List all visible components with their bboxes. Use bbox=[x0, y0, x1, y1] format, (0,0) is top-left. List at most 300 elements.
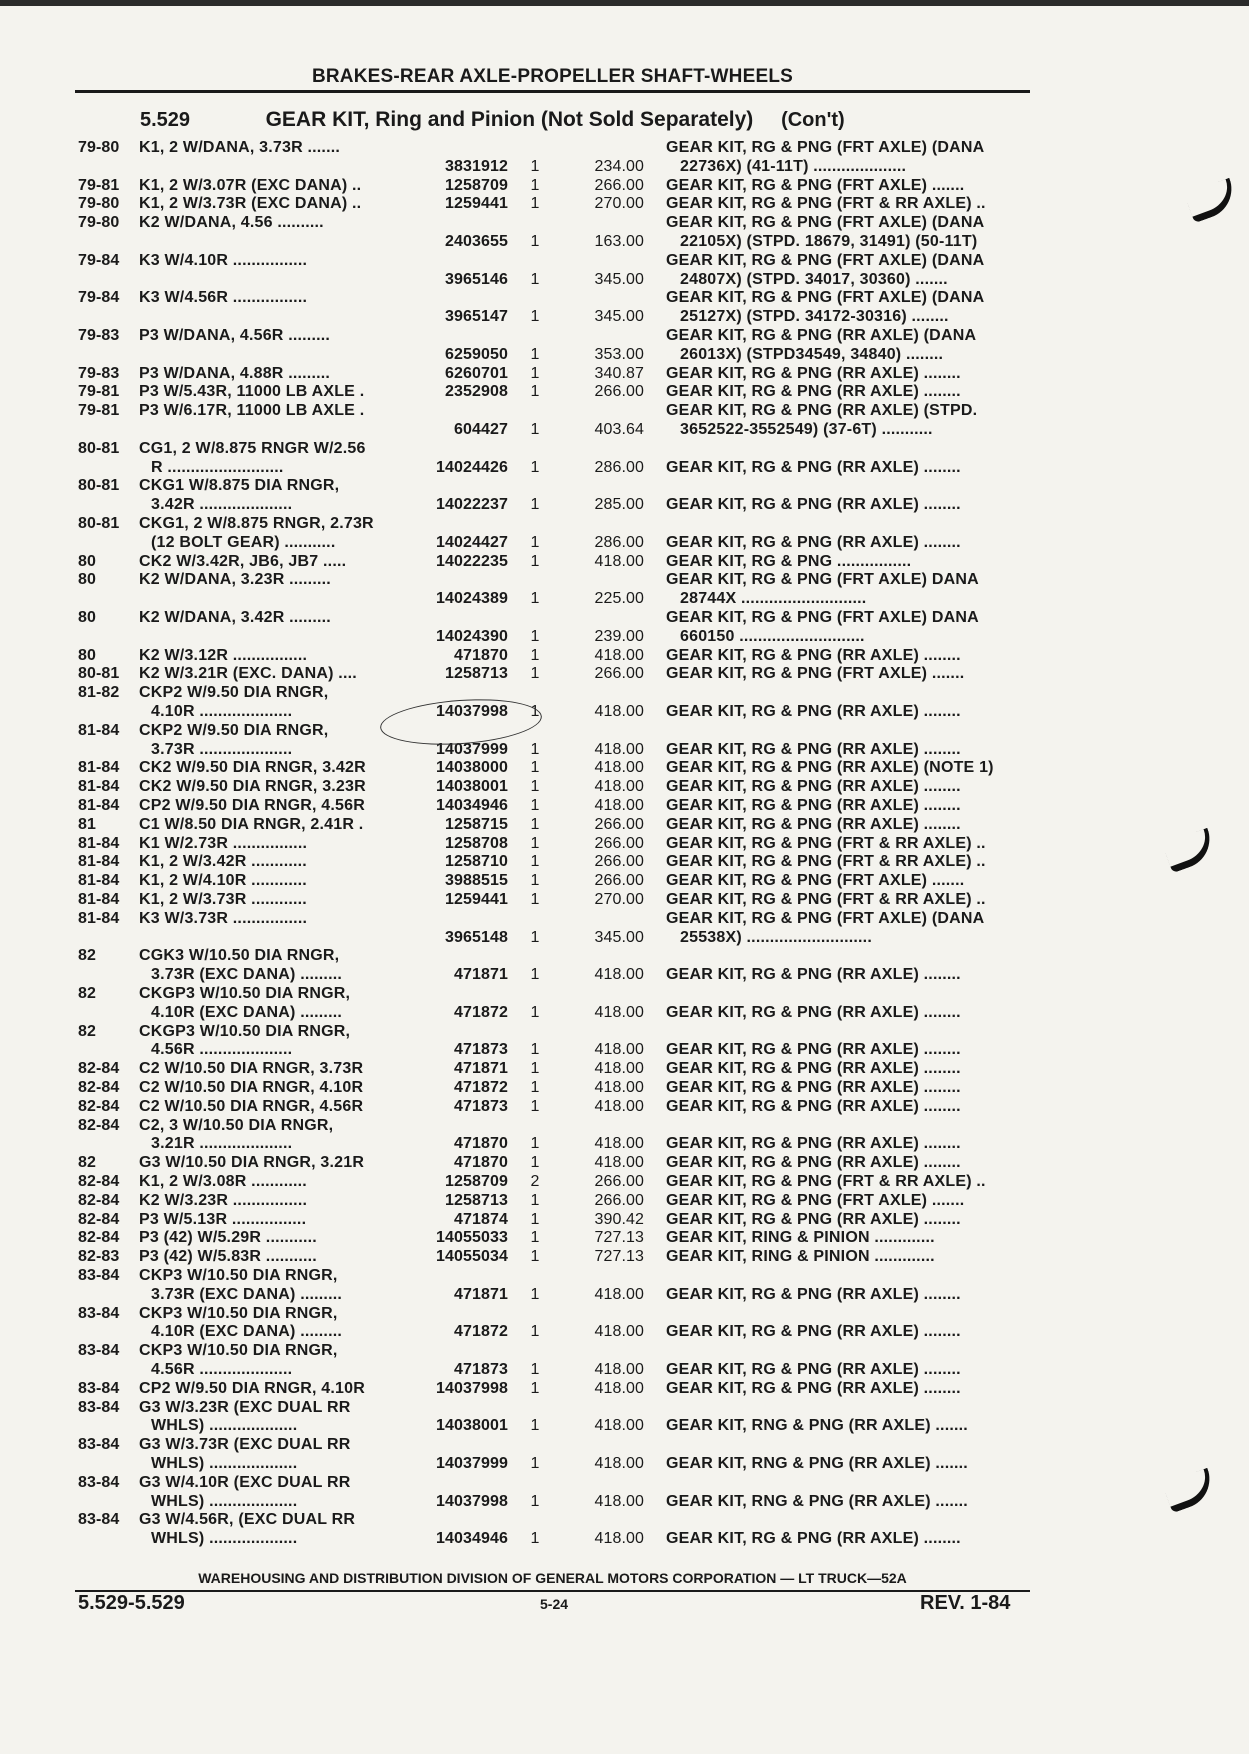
row-nomenclature: 28744X ........................... bbox=[680, 590, 867, 608]
row-year: 82-83 bbox=[78, 1248, 120, 1266]
row-year: 81-84 bbox=[78, 797, 120, 814]
row-description: WHLS) ................... bbox=[151, 1417, 298, 1435]
row-year: 79-81 bbox=[78, 176, 120, 194]
row-quantity: 1 bbox=[530, 1455, 540, 1472]
row-year: 83-84 bbox=[78, 1379, 120, 1397]
row-quantity: 1 bbox=[530, 834, 540, 852]
row-nomenclature: GEAR KIT, RG & PNG (FRT AXLE) (DANA bbox=[666, 251, 985, 269]
row-nomenclature: GEAR KIT, RG & PNG (RR AXLE) ........ bbox=[666, 1154, 961, 1172]
row-description: 3.73R .................... bbox=[151, 740, 293, 758]
row-price: 418.00 bbox=[594, 552, 644, 570]
row-nomenclature: 22105X) (STPD. 18679, 31491) (50-11T) bbox=[680, 233, 978, 250]
row-price: 266.00 bbox=[594, 853, 644, 871]
row-part-number: 14037998 bbox=[436, 703, 508, 720]
row-year: 80-81 bbox=[78, 439, 120, 457]
row-quantity: 1 bbox=[530, 1417, 540, 1435]
row-description: K3 W/4.10R ................ bbox=[139, 251, 308, 269]
row-nomenclature: GEAR KIT, RG & PNG (RR AXLE) ........ bbox=[666, 1530, 961, 1548]
row-description: CKGP3 W/10.50 DIA RNGR, bbox=[139, 985, 351, 1002]
row-nomenclature: GEAR KIT, RG & PNG (RR AXLE) (STPD. bbox=[666, 402, 978, 420]
row-description: CKP2 W/9.50 DIA RNGR, bbox=[139, 721, 329, 739]
row-year: 79-81 bbox=[78, 402, 120, 420]
row-nomenclature: GEAR KIT, RG & PNG (RR AXLE) ........ bbox=[666, 703, 961, 720]
row-description: 4.56R .................... bbox=[151, 1361, 293, 1378]
row-nomenclature: GEAR KIT, RG & PNG (FRT AXLE) ....... bbox=[666, 176, 965, 194]
row-part-number: 471870 bbox=[454, 1135, 508, 1153]
row-nomenclature: GEAR KIT, RNG & PNG (RR AXLE) ....... bbox=[666, 1455, 968, 1472]
row-description: K1, 2 W/3.42R ............ bbox=[139, 853, 307, 871]
row-part-number: 14024426 bbox=[436, 458, 508, 476]
row-price: 418.00 bbox=[594, 1097, 644, 1115]
row-description: G3 W/4.56R, (EXC DUAL RR bbox=[139, 1511, 356, 1529]
row-price: 418.00 bbox=[594, 1492, 644, 1510]
row-nomenclature: 26013X) (STPD34549, 34840) ........ bbox=[680, 345, 944, 363]
row-price: 418.00 bbox=[594, 646, 644, 664]
row-description: P3 W/5.43R, 11000 LB AXLE . bbox=[139, 383, 365, 401]
row-nomenclature: GEAR KIT, RG & PNG (FRT AXLE) ....... bbox=[666, 872, 965, 890]
row-nomenclature: GEAR KIT, RG & PNG (RR AXLE) ........ bbox=[666, 383, 961, 401]
row-year: 82-84 bbox=[78, 1060, 120, 1078]
row-year: 79-80 bbox=[78, 195, 120, 213]
row-price: 353.00 bbox=[594, 345, 644, 363]
row-description: 3.42R .................... bbox=[151, 496, 293, 514]
row-price: 266.00 bbox=[594, 872, 644, 890]
row-quantity: 1 bbox=[530, 458, 540, 476]
row-nomenclature: GEAR KIT, RNG & PNG (RR AXLE) ....... bbox=[666, 1492, 968, 1510]
row-part-number: 6260701 bbox=[445, 364, 508, 382]
row-quantity: 1 bbox=[530, 157, 540, 175]
row-nomenclature: GEAR KIT, RG & PNG (FRT & RR AXLE) .. bbox=[666, 195, 986, 213]
row-price: 418.00 bbox=[594, 740, 644, 758]
row-quantity: 1 bbox=[530, 646, 540, 664]
row-year: 79-83 bbox=[78, 327, 120, 344]
row-price: 418.00 bbox=[594, 1135, 644, 1153]
page-header: BRAKES-REAR AXLE-PROPELLER SHAFT-WHEELS bbox=[311, 66, 794, 87]
row-price: 286.00 bbox=[594, 533, 644, 551]
row-part-number: 1258708 bbox=[445, 834, 508, 852]
row-description: K1, 2 W/DANA, 3.73R ....... bbox=[139, 139, 341, 156]
row-quantity: 1 bbox=[530, 1248, 540, 1266]
row-price: 418.00 bbox=[594, 1379, 644, 1397]
row-nomenclature: GEAR KIT, RG & PNG (RR AXLE) ........ bbox=[666, 740, 961, 758]
row-year: 81-84 bbox=[78, 872, 120, 890]
row-nomenclature: GEAR KIT, RG & PNG (FRT AXLE) (DANA bbox=[666, 214, 985, 232]
row-quantity: 1 bbox=[530, 1041, 540, 1059]
row-quantity: 1 bbox=[530, 1097, 540, 1115]
row-price: 418.00 bbox=[594, 1455, 644, 1472]
row-part-number: 471873 bbox=[454, 1097, 508, 1115]
row-part-number: 471871 bbox=[454, 966, 508, 984]
row-description: P3 W/DANA, 4.56R ......... bbox=[139, 327, 331, 344]
section-continued: (Con't) bbox=[781, 109, 845, 131]
row-year: 81-84 bbox=[78, 834, 120, 852]
row-nomenclature: GEAR KIT, RG & PNG (RR AXLE) ........ bbox=[666, 1285, 961, 1303]
row-description: CK2 W/9.50 DIA RNGR, 3.23R bbox=[139, 778, 366, 796]
row-description: CK2 W/9.50 DIA RNGR, 3.42R bbox=[139, 759, 366, 777]
row-part-number: 14024427 bbox=[436, 533, 508, 551]
row-year: 80-81 bbox=[78, 515, 120, 532]
row-year: 82 bbox=[78, 947, 96, 965]
row-quantity: 1 bbox=[530, 496, 540, 514]
row-nomenclature: GEAR KIT, RG & PNG (FRT & RR AXLE) .. bbox=[666, 891, 986, 908]
row-description: K2 W/3.12R ................ bbox=[139, 646, 308, 664]
section-name: GEAR KIT, Ring and Pinion (Not Sold Separately) bbox=[265, 108, 754, 131]
row-nomenclature: GEAR KIT, RG & PNG (RR AXLE) ........ bbox=[666, 1323, 961, 1341]
row-price: 285.00 bbox=[594, 496, 644, 514]
row-nomenclature: GEAR KIT, RG & PNG (RR AXLE) ........ bbox=[666, 1060, 961, 1078]
row-part-number: 14034946 bbox=[436, 1530, 508, 1548]
page-number: 5-24 bbox=[540, 1596, 569, 1612]
row-quantity: 1 bbox=[530, 1060, 540, 1078]
row-description: K1, 2 W/3.73R (EXC DANA) .. bbox=[139, 195, 362, 213]
row-part-number: 14022235 bbox=[436, 552, 508, 570]
row-nomenclature: GEAR KIT, RING & PINION ............. bbox=[666, 1248, 935, 1266]
row-year: 83-84 bbox=[78, 1511, 120, 1529]
row-description: K1 W/2.73R ................ bbox=[139, 834, 308, 852]
row-price: 418.00 bbox=[594, 759, 644, 777]
row-nomenclature: GEAR KIT, RG & PNG (FRT & RR AXLE) .. bbox=[666, 853, 986, 871]
row-price: 340.87 bbox=[594, 364, 644, 382]
row-price: 225.00 bbox=[594, 590, 644, 608]
row-price: 418.00 bbox=[594, 1079, 644, 1096]
row-part-number: 2352908 bbox=[445, 383, 508, 401]
row-part-number: 14037999 bbox=[436, 1455, 508, 1472]
row-part-number: 604427 bbox=[454, 421, 508, 438]
row-description: K2 W/DANA, 3.23R ......... bbox=[139, 571, 331, 589]
row-price: 390.42 bbox=[594, 1210, 644, 1228]
row-year: 79-80 bbox=[78, 214, 120, 232]
row-year: 82-84 bbox=[78, 1229, 120, 1247]
row-year: 83-84 bbox=[78, 1342, 120, 1360]
row-part-number: 3965148 bbox=[445, 928, 508, 946]
row-part-number: 1258713 bbox=[445, 1191, 508, 1209]
row-description: WHLS) ................... bbox=[151, 1530, 298, 1548]
row-price: 418.00 bbox=[594, 778, 644, 796]
row-description: K1, 2 W/3.73R ............ bbox=[139, 891, 307, 908]
row-quantity: 1 bbox=[530, 345, 540, 363]
footer-division-text: WAREHOUSING AND DISTRIBUTION DIVISION OF GENERAL MOTORS CORPORATION — LT TRUCK—52A bbox=[194, 1570, 911, 1586]
row-quantity: 1 bbox=[530, 1079, 540, 1096]
row-part-number: 14038001 bbox=[436, 1417, 508, 1435]
row-year: 81-84 bbox=[78, 759, 120, 777]
row-year: 83-84 bbox=[78, 1267, 120, 1284]
row-description: G3 W/4.10R (EXC DUAL RR bbox=[139, 1473, 351, 1491]
row-nomenclature: 25127X) (STPD. 34172-30316) ........ bbox=[680, 308, 949, 326]
row-nomenclature: GEAR KIT, RG & PNG (RR AXLE) ........ bbox=[666, 966, 961, 984]
row-description: P3 W/DANA, 4.88R ......... bbox=[139, 364, 331, 382]
row-price: 163.00 bbox=[594, 233, 644, 250]
row-quantity: 1 bbox=[530, 1285, 540, 1303]
row-quantity: 1 bbox=[530, 1530, 540, 1548]
row-price: 418.00 bbox=[594, 1285, 644, 1303]
row-price: 418.00 bbox=[594, 1154, 644, 1172]
row-nomenclature: GEAR KIT, RG & PNG (RR AXLE) ........ bbox=[666, 533, 961, 551]
row-price: 727.13 bbox=[594, 1248, 644, 1266]
row-description: (12 BOLT GEAR) ........... bbox=[151, 533, 336, 551]
row-quantity: 2 bbox=[530, 1173, 540, 1190]
row-year: 80 bbox=[78, 571, 96, 589]
row-quantity: 1 bbox=[530, 740, 540, 758]
row-price: 418.00 bbox=[594, 703, 644, 720]
row-price: 286.00 bbox=[594, 458, 644, 476]
row-part-number: 14024389 bbox=[436, 590, 508, 608]
row-quantity: 1 bbox=[530, 1154, 540, 1172]
row-nomenclature: GEAR KIT, RG & PNG (FRT AXLE) ....... bbox=[666, 1191, 965, 1209]
row-quantity: 1 bbox=[530, 1191, 540, 1209]
row-description: C2 W/10.50 DIA RNGR, 4.56R bbox=[139, 1097, 364, 1115]
row-part-number: 3965147 bbox=[445, 308, 508, 326]
row-price: 403.64 bbox=[594, 421, 644, 438]
row-part-number: 471873 bbox=[454, 1041, 508, 1059]
row-year: 81-84 bbox=[78, 721, 120, 739]
row-nomenclature: GEAR KIT, RG & PNG (RR AXLE) ........ bbox=[666, 778, 961, 796]
row-year: 80-81 bbox=[78, 477, 120, 495]
row-year: 79-84 bbox=[78, 289, 120, 307]
row-part-number: 14034946 bbox=[436, 797, 508, 814]
row-quantity: 1 bbox=[530, 233, 540, 250]
row-nomenclature: GEAR KIT, RG & PNG (RR AXLE) ........ bbox=[666, 496, 961, 514]
row-year: 82 bbox=[78, 1022, 96, 1040]
row-year: 80-81 bbox=[78, 665, 120, 683]
row-year: 82 bbox=[78, 985, 96, 1002]
row-quantity: 1 bbox=[530, 308, 540, 326]
row-part-number: 471871 bbox=[454, 1060, 508, 1078]
row-description: C2 W/10.50 DIA RNGR, 3.73R bbox=[139, 1060, 364, 1078]
row-year: 81-84 bbox=[78, 891, 120, 908]
row-part-number: 2403655 bbox=[445, 233, 508, 250]
row-part-number: 1258715 bbox=[445, 815, 508, 833]
row-year: 81-82 bbox=[78, 684, 120, 702]
row-nomenclature: 22736X) (41-11T) .................... bbox=[680, 157, 907, 175]
row-nomenclature: GEAR KIT, RG & PNG (FRT & RR AXLE) .. bbox=[666, 1173, 986, 1190]
row-nomenclature: GEAR KIT, RG & PNG (RR AXLE) ........ bbox=[666, 364, 961, 382]
row-nomenclature: GEAR KIT, RG & PNG (RR AXLE) ........ bbox=[666, 797, 961, 814]
row-part-number: 3831912 bbox=[445, 157, 508, 175]
row-nomenclature: 24807X) (STPD. 34017, 30360) ....... bbox=[680, 270, 948, 288]
row-price: 345.00 bbox=[594, 270, 644, 288]
row-description: P3 W/5.13R ................ bbox=[139, 1210, 307, 1228]
row-description: CKGP3 W/10.50 DIA RNGR, bbox=[139, 1022, 351, 1040]
row-description: 3.73R (EXC DANA) ......... bbox=[151, 966, 343, 984]
row-price: 234.00 bbox=[594, 157, 644, 175]
row-part-number: 1258713 bbox=[445, 665, 508, 683]
row-year: 79-80 bbox=[78, 139, 120, 156]
row-price: 266.00 bbox=[594, 176, 644, 194]
row-part-number: 14055034 bbox=[436, 1248, 508, 1266]
row-nomenclature: GEAR KIT, RG & PNG (RR AXLE) ........ bbox=[666, 1135, 961, 1153]
row-nomenclature: 660150 ........................... bbox=[680, 627, 865, 645]
row-description: K1, 2 W/3.07R (EXC DANA) .. bbox=[139, 176, 362, 194]
row-part-number: 3988515 bbox=[445, 872, 508, 890]
row-price: 418.00 bbox=[594, 1003, 644, 1021]
row-part-number: 14038001 bbox=[436, 778, 508, 796]
row-year: 81-84 bbox=[78, 778, 120, 796]
row-quantity: 1 bbox=[530, 176, 540, 194]
row-description: 4.10R .................... bbox=[151, 703, 293, 720]
row-part-number: 14037999 bbox=[436, 740, 508, 758]
row-price: 266.00 bbox=[594, 815, 644, 833]
row-quantity: 1 bbox=[530, 383, 540, 401]
row-part-number: 14022237 bbox=[436, 496, 508, 514]
row-nomenclature: GEAR KIT, RG & PNG (FRT AXLE) (DANA bbox=[666, 909, 985, 927]
row-nomenclature: GEAR KIT, RG & PNG (RR AXLE) (NOTE 1) bbox=[666, 759, 994, 777]
row-part-number: 3965146 bbox=[445, 270, 508, 288]
row-year: 81-84 bbox=[78, 909, 120, 927]
row-nomenclature: GEAR KIT, RG & PNG ................ bbox=[666, 552, 912, 570]
row-part-number: 14024390 bbox=[436, 627, 508, 645]
row-description: CK2 W/3.42R, JB6, JB7 ..... bbox=[139, 552, 347, 570]
row-price: 418.00 bbox=[594, 1060, 644, 1078]
row-quantity: 1 bbox=[530, 1361, 540, 1378]
row-price: 345.00 bbox=[594, 308, 644, 326]
row-price: 266.00 bbox=[594, 1191, 644, 1209]
row-description: P3 (42) W/5.29R ........... bbox=[139, 1229, 317, 1247]
row-description: C2, 3 W/10.50 DIA RNGR, bbox=[139, 1116, 334, 1134]
row-part-number: 471872 bbox=[454, 1323, 508, 1341]
row-price: 270.00 bbox=[594, 195, 644, 213]
row-description: WHLS) ................... bbox=[151, 1455, 298, 1472]
row-part-number: 471871 bbox=[454, 1285, 508, 1303]
row-price: 418.00 bbox=[594, 1417, 644, 1435]
row-nomenclature: GEAR KIT, RG & PNG (RR AXLE) ........ bbox=[666, 646, 961, 664]
row-nomenclature: GEAR KIT, RG & PNG (RR AXLE) ........ bbox=[666, 1041, 961, 1059]
row-part-number: 14055033 bbox=[436, 1229, 508, 1247]
row-part-number: 471874 bbox=[454, 1210, 508, 1228]
row-description: R ......................... bbox=[151, 458, 284, 476]
row-quantity: 1 bbox=[530, 270, 540, 288]
row-nomenclature: GEAR KIT, RG & PNG (FRT AXLE) (DANA bbox=[666, 289, 985, 307]
row-year: 79-83 bbox=[78, 364, 120, 382]
row-year: 82-84 bbox=[78, 1210, 120, 1228]
row-nomenclature: GEAR KIT, RG & PNG (RR AXLE) ........ bbox=[666, 1003, 961, 1021]
row-quantity: 1 bbox=[530, 872, 540, 890]
footer-range: 5.529-5.529 bbox=[78, 1592, 185, 1614]
row-quantity: 1 bbox=[530, 1323, 540, 1341]
row-year: 81-84 bbox=[78, 853, 120, 871]
row-part-number: 14038000 bbox=[436, 759, 508, 777]
row-nomenclature: GEAR KIT, RG & PNG (FRT AXLE) DANA bbox=[666, 609, 979, 626]
footer-division bbox=[75, 1570, 1030, 1586]
row-quantity: 1 bbox=[530, 1379, 540, 1397]
row-price: 418.00 bbox=[594, 966, 644, 984]
row-description: 4.56R .................... bbox=[151, 1041, 293, 1059]
row-description: 4.10R (EXC DANA) ......... bbox=[151, 1323, 343, 1341]
row-quantity: 1 bbox=[530, 421, 540, 438]
row-part-number: 14037998 bbox=[436, 1379, 508, 1397]
row-description: G3 W/3.23R (EXC DUAL RR bbox=[139, 1398, 351, 1416]
row-quantity: 1 bbox=[530, 1229, 540, 1247]
row-quantity: 1 bbox=[530, 552, 540, 570]
row-description: K1, 2 W/3.08R ............ bbox=[139, 1173, 307, 1190]
row-price: 418.00 bbox=[594, 1323, 644, 1341]
row-year: 82 bbox=[78, 1154, 96, 1172]
row-part-number: 14037998 bbox=[436, 1492, 508, 1510]
row-part-number: 471870 bbox=[454, 646, 508, 664]
row-price: 266.00 bbox=[594, 665, 644, 683]
row-nomenclature: GEAR KIT, RG & PNG (RR AXLE) ........ bbox=[666, 458, 961, 476]
row-part-number: 6259050 bbox=[445, 345, 508, 363]
row-part-number: 1258709 bbox=[445, 176, 508, 194]
row-year: 79-84 bbox=[78, 251, 120, 269]
row-description: CG1, 2 W/8.875 RNGR W/2.56 bbox=[139, 439, 366, 457]
row-year: 81 bbox=[78, 815, 96, 833]
row-year: 79-81 bbox=[78, 383, 120, 401]
row-price: 418.00 bbox=[594, 797, 644, 814]
row-quantity: 1 bbox=[530, 815, 540, 833]
row-year: 80 bbox=[78, 646, 96, 664]
row-quantity: 1 bbox=[530, 928, 540, 946]
row-part-number: 1259441 bbox=[445, 195, 508, 213]
row-description: CGK3 W/10.50 DIA RNGR, bbox=[139, 947, 340, 965]
row-price: 270.00 bbox=[594, 891, 644, 908]
row-description: 3.73R (EXC DANA) ......... bbox=[151, 1285, 343, 1303]
row-quantity: 1 bbox=[530, 891, 540, 908]
row-price: 418.00 bbox=[594, 1041, 644, 1059]
row-price: 266.00 bbox=[594, 1173, 644, 1190]
row-quantity: 1 bbox=[530, 195, 540, 213]
section-number: 5.529 bbox=[140, 109, 191, 131]
row-description: CKP3 W/10.50 DIA RNGR, bbox=[139, 1304, 338, 1322]
row-description: P3 W/6.17R, 11000 LB AXLE . bbox=[139, 402, 365, 420]
row-price: 266.00 bbox=[594, 383, 644, 401]
row-part-number: 471870 bbox=[454, 1154, 508, 1172]
row-year: 80 bbox=[78, 552, 96, 570]
row-quantity: 1 bbox=[530, 759, 540, 777]
row-description: C2 W/10.50 DIA RNGR, 4.10R bbox=[139, 1079, 364, 1096]
row-nomenclature: GEAR KIT, RG & PNG (RR AXLE) ........ bbox=[666, 1361, 961, 1378]
footer-revision: REV. 1-84 bbox=[920, 1592, 1011, 1614]
row-price: 239.00 bbox=[594, 627, 644, 645]
row-description: K3 W/4.56R ................ bbox=[139, 289, 308, 307]
row-description: G3 W/3.73R (EXC DUAL RR bbox=[139, 1436, 351, 1454]
row-year: 80 bbox=[78, 609, 96, 626]
row-description: CKP2 W/9.50 DIA RNGR, bbox=[139, 684, 329, 702]
row-description: 3.21R .................... bbox=[151, 1135, 293, 1153]
row-quantity: 1 bbox=[530, 1210, 540, 1228]
row-nomenclature: GEAR KIT, RG & PNG (FRT AXLE) ....... bbox=[666, 665, 965, 683]
row-description: K1, 2 W/4.10R ............ bbox=[139, 872, 307, 890]
row-quantity: 1 bbox=[530, 627, 540, 645]
row-nomenclature: GEAR KIT, RG & PNG (RR AXLE) ........ bbox=[666, 1379, 961, 1397]
row-description: CKP3 W/10.50 DIA RNGR, bbox=[139, 1267, 338, 1284]
row-part-number: 471872 bbox=[454, 1079, 508, 1096]
row-part-number: 1258709 bbox=[445, 1173, 508, 1190]
row-price: 727.13 bbox=[594, 1229, 644, 1247]
row-nomenclature: 25538X) ........................... bbox=[680, 928, 872, 946]
row-quantity: 1 bbox=[530, 1492, 540, 1510]
row-part-number: 1259441 bbox=[445, 891, 508, 908]
row-quantity: 1 bbox=[530, 778, 540, 796]
row-part-number: 471873 bbox=[454, 1361, 508, 1378]
row-price: 418.00 bbox=[594, 1361, 644, 1378]
row-nomenclature: 3652522-3552549) (37-6T) ........... bbox=[680, 421, 933, 438]
row-description: 4.10R (EXC DANA) ......... bbox=[151, 1003, 343, 1021]
row-nomenclature: GEAR KIT, RING & PINION ............. bbox=[666, 1229, 935, 1247]
row-year: 83-84 bbox=[78, 1473, 120, 1491]
row-price: 345.00 bbox=[594, 928, 644, 946]
row-part-number: 1258710 bbox=[445, 853, 508, 871]
row-quantity: 1 bbox=[530, 1003, 540, 1021]
row-nomenclature: GEAR KIT, RG & PNG (FRT & RR AXLE) .. bbox=[666, 834, 986, 852]
row-year: 82-84 bbox=[78, 1079, 120, 1096]
row-description: K2 W/DANA, 3.42R ......... bbox=[139, 609, 331, 626]
row-quantity: 1 bbox=[530, 966, 540, 984]
row-description: K2 W/3.21R (EXC. DANA) .... bbox=[139, 665, 357, 683]
row-nomenclature: GEAR KIT, RG & PNG (RR AXLE) ........ bbox=[666, 1210, 961, 1228]
row-year: 82-84 bbox=[78, 1116, 120, 1134]
row-description: K3 W/3.73R ................ bbox=[139, 909, 308, 927]
row-description: P3 (42) W/5.83R ........... bbox=[139, 1248, 317, 1266]
